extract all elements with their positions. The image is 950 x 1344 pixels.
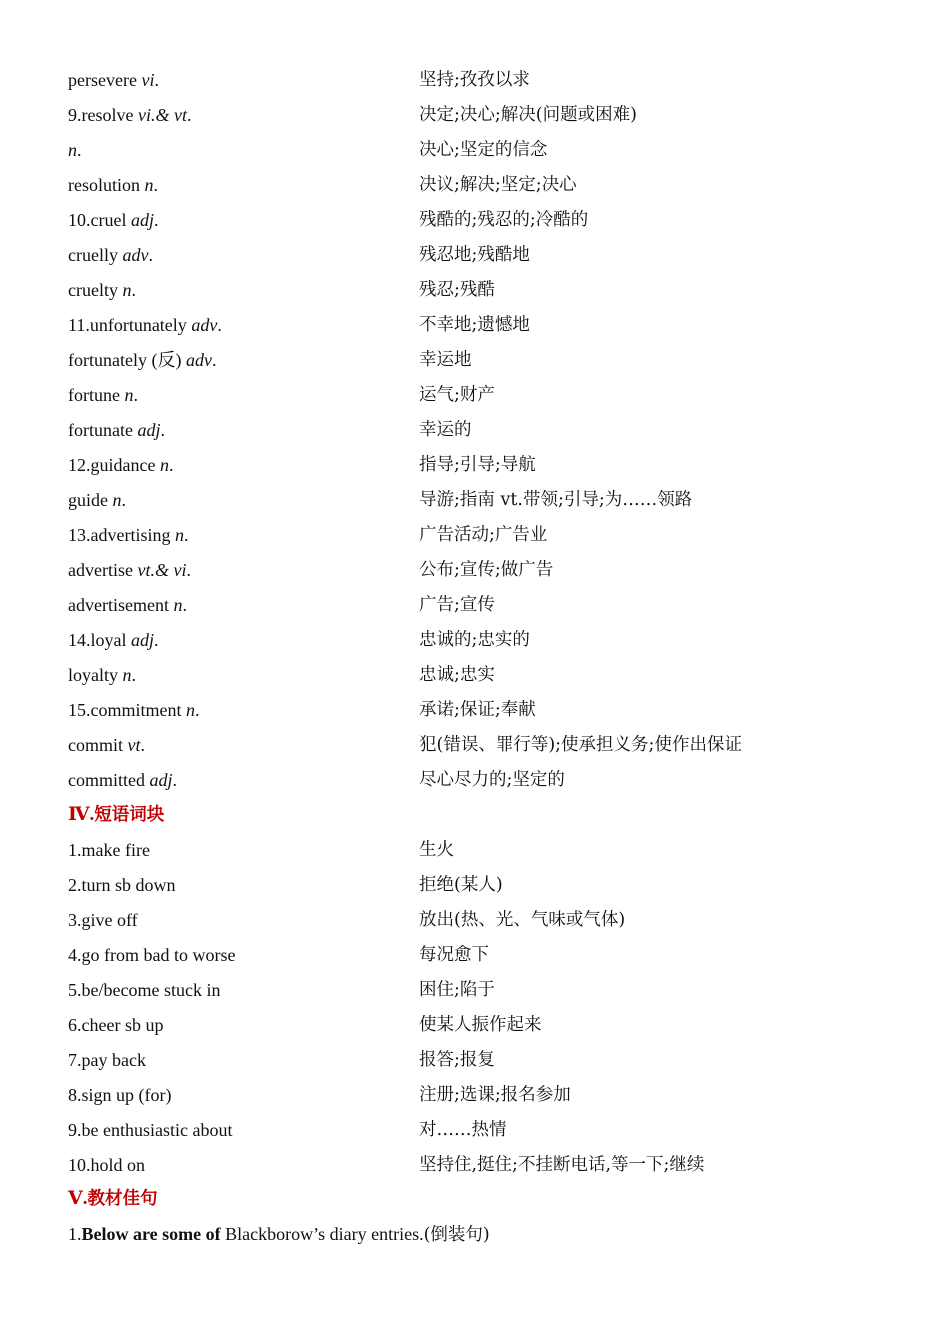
phrase-row	[68, 1120, 928, 1155]
vocab-term: fortune n.	[68, 385, 138, 405]
vocab-meaning: 残忍地;残酷地	[419, 245, 530, 265]
phrase-row	[68, 910, 928, 945]
phrase-term: 5.be/become stuck in	[68, 980, 221, 1000]
phrase-term: 6.cheer sb up	[68, 1015, 164, 1035]
phrase-meaning: 使某人振作起来	[419, 1015, 542, 1035]
phrase-meaning: 报答;报复	[419, 1050, 495, 1070]
vocab-meaning: 忠诚的;忠实的	[419, 630, 530, 650]
vocab-row	[68, 175, 928, 210]
phrase-meaning: 放出(热、光、气味或气体)	[419, 910, 626, 930]
phrase-row	[68, 980, 928, 1015]
phrase-term: 10.hold on	[68, 1155, 146, 1175]
phrase-term: 7.pay back	[68, 1050, 146, 1070]
vocab-term: advertise vt.& vi.	[68, 560, 191, 580]
vocab-meaning: 决心;坚定的信念	[419, 140, 548, 160]
vocab-row	[68, 665, 928, 700]
vocab-row	[68, 455, 928, 490]
sentence-note: (倒装句)	[423, 1225, 490, 1245]
phrase-row	[68, 945, 928, 980]
vocab-meaning: 决议;解决;坚定;决心	[419, 175, 577, 195]
vocab-row	[68, 420, 928, 455]
vocab-meaning: 忠诚;忠实	[419, 665, 495, 685]
phrase-row	[68, 840, 928, 875]
vocab-meaning: 公布;宣传;做广告	[419, 560, 554, 580]
vocab-term: 15.commitment n.	[68, 700, 200, 720]
phrase-meaning: 困住;陷于	[419, 980, 495, 1000]
vocab-term: cruelty n.	[68, 280, 136, 300]
vocab-row	[68, 595, 928, 630]
vocab-row	[68, 735, 928, 770]
vocab-row	[68, 140, 928, 175]
vocab-row	[68, 630, 928, 665]
section-heading-phrases: Ⅳ.短语词块	[68, 804, 165, 825]
vocab-term: fortunately (反) adv.	[68, 350, 217, 370]
vocab-meaning: 尽心尽力的;坚定的	[419, 770, 565, 790]
vocab-row	[68, 280, 928, 315]
vocab-meaning: 承诺;保证;奉献	[419, 700, 536, 720]
vocab-meaning: 导游;指南 vt.带领;引导;为……领路	[419, 490, 693, 510]
example-sentence: 1.Below are some of Blackborow’s diary entries.(倒装句)	[68, 1224, 490, 1245]
vocab-meaning: 指导;引导;导航	[419, 455, 536, 475]
phrase-row	[68, 1050, 928, 1085]
vocab-meaning: 残酷的;残忍的;冷酷的	[419, 210, 589, 230]
vocab-row	[68, 350, 928, 385]
vocab-term: 12.guidance n.	[68, 455, 174, 475]
vocab-row	[68, 770, 928, 805]
phrase-term: 8.sign up (for)	[68, 1085, 172, 1105]
phrase-meaning: 生火	[419, 840, 454, 860]
vocab-term: cruelly adv.	[68, 245, 153, 265]
vocab-term: persevere vi.	[68, 70, 159, 90]
vocab-term: 14.loyal adj.	[68, 630, 159, 650]
vocab-meaning: 幸运的	[419, 420, 472, 440]
phrase-row	[68, 1085, 928, 1120]
vocab-term: fortunate adj.	[68, 420, 165, 440]
vocab-row	[68, 105, 928, 140]
vocab-row	[68, 245, 928, 280]
vocab-term: guide n.	[68, 490, 126, 510]
vocab-term: 9.resolve vi.& vt.	[68, 105, 192, 125]
vocab-row	[68, 700, 928, 735]
vocab-meaning: 犯(错误、罪行等);使承担义务;使作出保证	[419, 735, 742, 755]
vocab-meaning: 广告;宣传	[419, 595, 495, 615]
vocab-meaning: 运气;财产	[419, 385, 495, 405]
phrase-meaning: 每况愈下	[419, 945, 489, 965]
phrase-meaning: 坚持住,挺住;不挂断电话,等一下;继续	[419, 1155, 705, 1175]
vocab-row	[68, 490, 928, 525]
vocab-meaning: 残忍;残酷	[419, 280, 495, 300]
phrase-term: 9.be enthusiastic about	[68, 1120, 233, 1140]
phrase-term: 3.give off	[68, 910, 138, 930]
vocab-row	[68, 560, 928, 595]
vocab-meaning: 广告活动;广告业	[419, 525, 548, 545]
vocab-meaning: 幸运地	[419, 350, 472, 370]
vocab-term: commit vt.	[68, 735, 145, 755]
vocab-row	[68, 315, 928, 350]
phrase-meaning: 注册;选课;报名参加	[419, 1085, 571, 1105]
vocab-row	[68, 385, 928, 420]
vocab-term: 11.unfortunately adv.	[68, 315, 222, 335]
vocab-meaning: 决定;决心;解决(问题或困难)	[419, 105, 637, 125]
vocab-term: advertisement n.	[68, 595, 187, 615]
vocab-term: n.	[68, 140, 82, 160]
phrase-term: 4.go from bad to worse	[68, 945, 236, 965]
phrase-row	[68, 1155, 928, 1190]
vocab-row	[68, 210, 928, 245]
phrase-term: 2.turn sb down	[68, 875, 176, 895]
sentence-highlight: Below are some of	[81, 1224, 221, 1244]
vocab-term: 13.advertising n.	[68, 525, 189, 545]
vocab-term: resolution n.	[68, 175, 158, 195]
vocab-row	[68, 525, 928, 560]
phrase-meaning: 对……热情	[419, 1120, 507, 1140]
section-heading-sentences: Ⅴ.教材佳句	[68, 1188, 158, 1209]
vocab-term: 10.cruel adj.	[68, 210, 159, 230]
vocab-term: loyalty n.	[68, 665, 136, 685]
vocab-term: committed adj.	[68, 770, 177, 790]
vocab-meaning: 坚持;孜孜以求	[419, 70, 530, 90]
phrase-row	[68, 875, 928, 910]
vocab-row	[68, 70, 928, 105]
phrase-row	[68, 1015, 928, 1050]
phrase-term: 1.make fire	[68, 840, 150, 860]
phrase-meaning: 拒绝(某人)	[419, 875, 503, 895]
vocab-meaning: 不幸地;遗憾地	[419, 315, 530, 335]
